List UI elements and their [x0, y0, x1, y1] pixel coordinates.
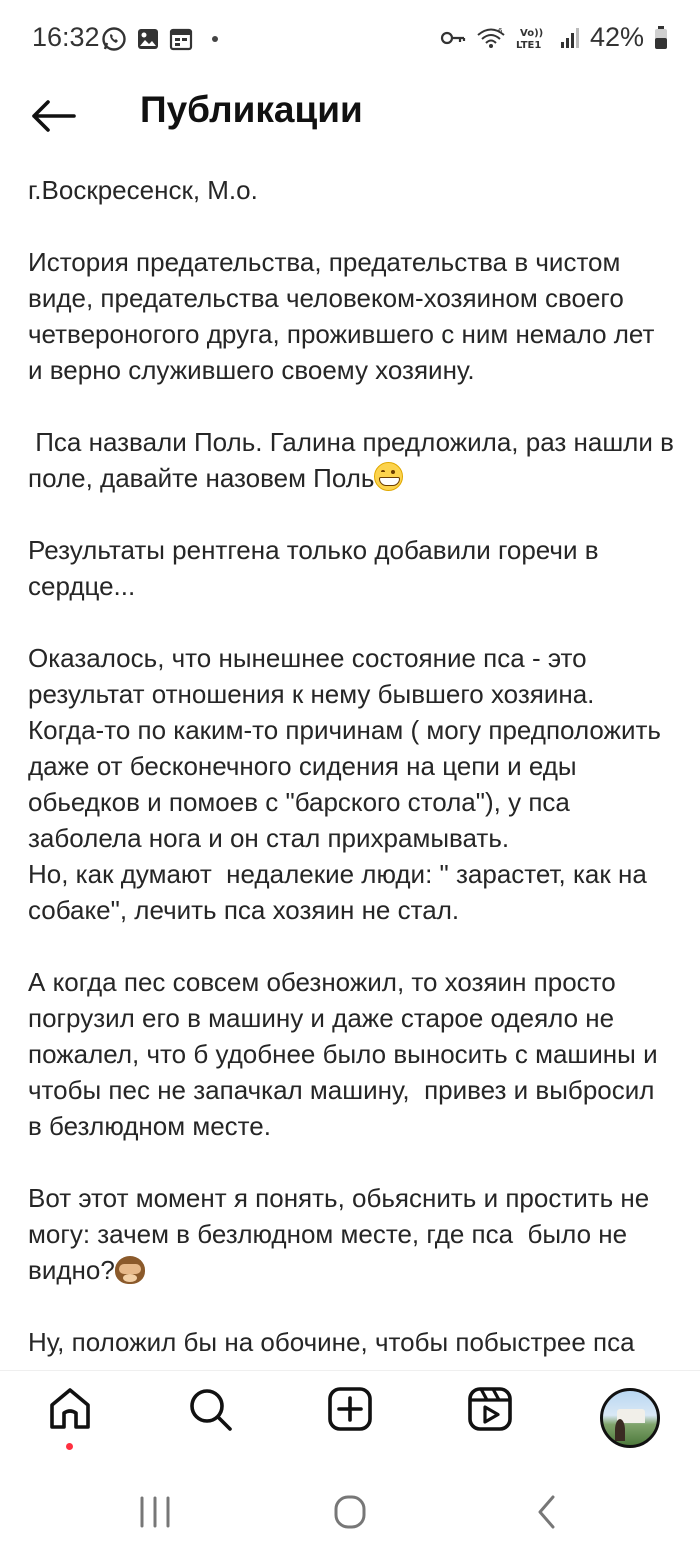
arrow-left-icon — [28, 92, 78, 140]
status-right-icons — [440, 22, 668, 53]
post-paragraph: Оказалось, что нынешнее состояние пса - это результат отношения к нему бывшего хозяина. Когда-то по каким-то причинам ( могу предположить даже от бесконечного сидения на цепи и еды обьедков и помоев с "барского стола"), у пса заболела нога и он стал прихрамывать. — [28, 643, 669, 853]
post-paragraph: Но, как думают недалекие люди: " зарастет, как на собаке", лечить пса хозяин не стал. — [28, 859, 655, 925]
notification-dot — [66, 1443, 73, 1450]
status-bar — [0, 0, 700, 78]
home-circle-icon — [325, 1492, 375, 1532]
signal-icon — [560, 27, 580, 49]
recents-icon — [130, 1492, 180, 1532]
tab-create[interactable] — [318, 1385, 382, 1449]
tab-search[interactable] — [178, 1385, 242, 1449]
avatar — [600, 1388, 660, 1448]
battery-percent: 42% — [589, 22, 644, 52]
see-no-evil-monkey-emoji — [115, 1256, 145, 1284]
post-caption — [28, 172, 682, 1370]
tab-reels[interactable] — [458, 1385, 522, 1449]
status-left-icons — [101, 26, 218, 52]
reels-icon — [466, 1385, 514, 1433]
battery-icon — [654, 26, 668, 50]
recents-button[interactable] — [130, 1492, 180, 1532]
page-title: Публикации — [140, 89, 363, 130]
key-icon — [440, 30, 466, 46]
whatsapp-icon — [101, 26, 127, 52]
back-button[interactable] — [28, 92, 84, 140]
grinning-face-emoji — [374, 462, 403, 491]
post-paragraph-cut: Ну, положил бы на обочине, чтобы побыстрее пса — [28, 1327, 635, 1357]
tab-profile[interactable] — [598, 1385, 662, 1449]
post-location: г.Воскресенск, М.о. — [28, 175, 258, 205]
post-paragraph: История предательства, предательства в чистом виде, предательства человеком-хозяином своего четвероногого друга, прожившего с ним немало лет и верно служившего своему хозяину. — [28, 247, 662, 385]
wifi-icon — [476, 26, 506, 50]
search-icon — [186, 1385, 234, 1433]
system-nav-bar — [0, 1470, 700, 1556]
svg-text:Vo)): Vo)) — [519, 27, 544, 39]
back-chevron-icon — [522, 1492, 572, 1532]
post-paragraph-text: Пса назвали Поль. Галина предложила, раз нашли в поле, давайте назовем Поль — [28, 427, 682, 493]
status-time: 16:32 — [32, 22, 100, 52]
post-paragraph: А когда пес совсем обезножил, то хозяин просто погрузил его в машину и даже старое одеяло не пожалел, что б удобнее было выносить с машины и чтобы пес не запачкал машину, привез и выбросил в безлюдном месте. — [28, 967, 665, 1141]
post-paragraph — [28, 424, 682, 496]
volte-icon — [516, 25, 550, 51]
gallery-icon — [136, 27, 160, 51]
plus-square-icon — [326, 1385, 374, 1433]
bottom-tab-bar — [0, 1370, 700, 1471]
tab-home[interactable] — [38, 1385, 102, 1449]
dot-icon — [212, 36, 218, 42]
svg-text:6: 6 — [497, 26, 503, 35]
home-nav-button[interactable] — [325, 1492, 375, 1532]
post-paragraph-text: Вот этот момент я понять, обьяснить и простить не могу: зачем в безлюдном месте, где пса было не видно? — [28, 1183, 657, 1285]
svg-text:LTE1: LTE1 — [515, 39, 542, 51]
post-paragraph — [28, 1180, 674, 1288]
home-icon — [46, 1385, 94, 1433]
post-paragraph: Результаты рентгена только добавили горечи в сердце... — [28, 535, 606, 601]
back-nav-button[interactable] — [522, 1492, 572, 1532]
header — [0, 78, 700, 164]
calendar-icon — [169, 27, 193, 51]
